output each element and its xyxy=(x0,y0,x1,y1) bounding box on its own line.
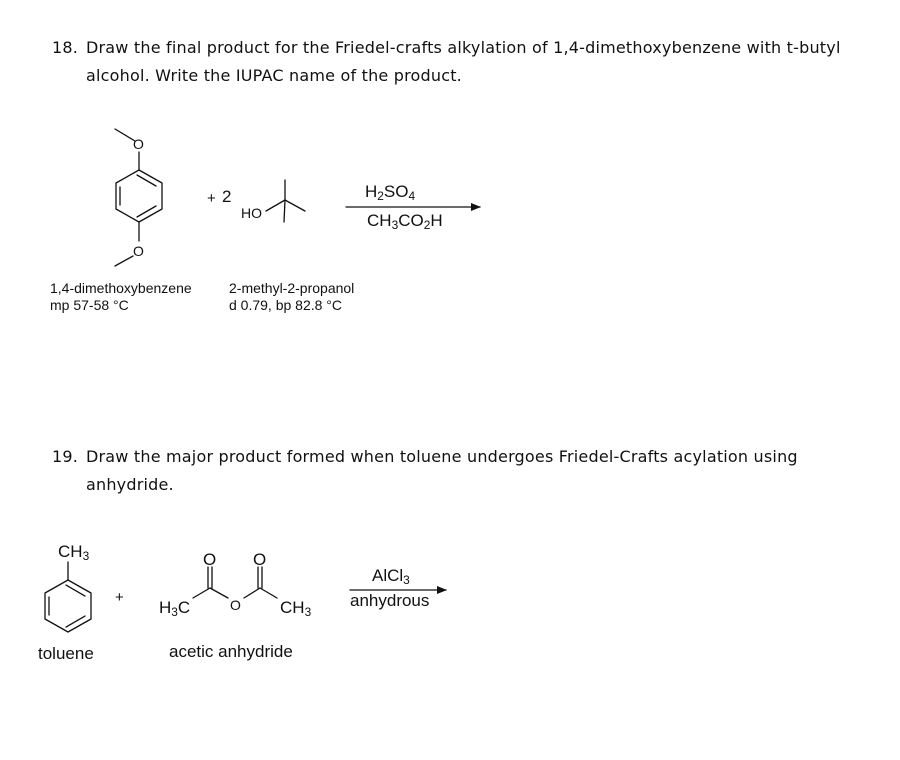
methyl-label: $CH_3$ xyxy=(58,542,90,563)
stoichiometric-coefficient: 2 xyxy=(222,187,232,206)
reagent-condition: anhydrous xyxy=(350,591,430,610)
compound-name: toluene xyxy=(38,644,94,663)
carbonyl-oxygen-label: O xyxy=(203,550,217,569)
compound-property: mp 57-58 °C xyxy=(50,297,129,313)
carbonyl-oxygen-label: O xyxy=(253,550,267,569)
compound-property: d 0.79, bp 82.8 °C xyxy=(229,297,343,313)
question-number: 18. xyxy=(52,38,79,57)
plus-sign: + xyxy=(207,190,216,207)
question-text: Draw the final product for the Friedel-crafts alkylation of 1,4-dimethoxybenzene with t-butyl xyxy=(86,38,841,57)
methyl-label: $H_3C$ xyxy=(159,598,191,619)
reagent-sulfuric-acid: $H_2SO_4$ xyxy=(365,182,416,203)
compound-name: 1,4-dimethoxybenzene xyxy=(50,280,192,296)
tert-butanol-structure xyxy=(266,180,305,222)
question-number: 19. xyxy=(52,447,79,466)
plus-sign: + xyxy=(115,589,124,606)
oxygen-label: O xyxy=(133,243,144,259)
methyl-label: $CH_3$ xyxy=(280,598,312,619)
toluene-structure xyxy=(45,562,91,632)
question-text: Draw the major product formed when toluene undergoes Friedel-Crafts acylation using xyxy=(86,447,798,466)
hydroxyl-label: HO xyxy=(241,205,262,221)
bridging-oxygen-label: O xyxy=(230,597,241,613)
acetic-anhydride-structure xyxy=(193,567,277,598)
compound-name: 2-methyl-2-propanol xyxy=(229,280,355,296)
reagent-aluminum-chloride: AlCl$_3$ xyxy=(372,566,410,587)
compound-name: acetic anhydride xyxy=(169,642,293,661)
oxygen-label: O xyxy=(133,136,144,152)
question-19-line2: anhydride. xyxy=(86,475,174,494)
reagent-acetic-acid: $CH_3CO_2H$ xyxy=(367,211,443,232)
question-18-line2: alcohol. Write the IUPAC name of the product. xyxy=(86,66,462,85)
